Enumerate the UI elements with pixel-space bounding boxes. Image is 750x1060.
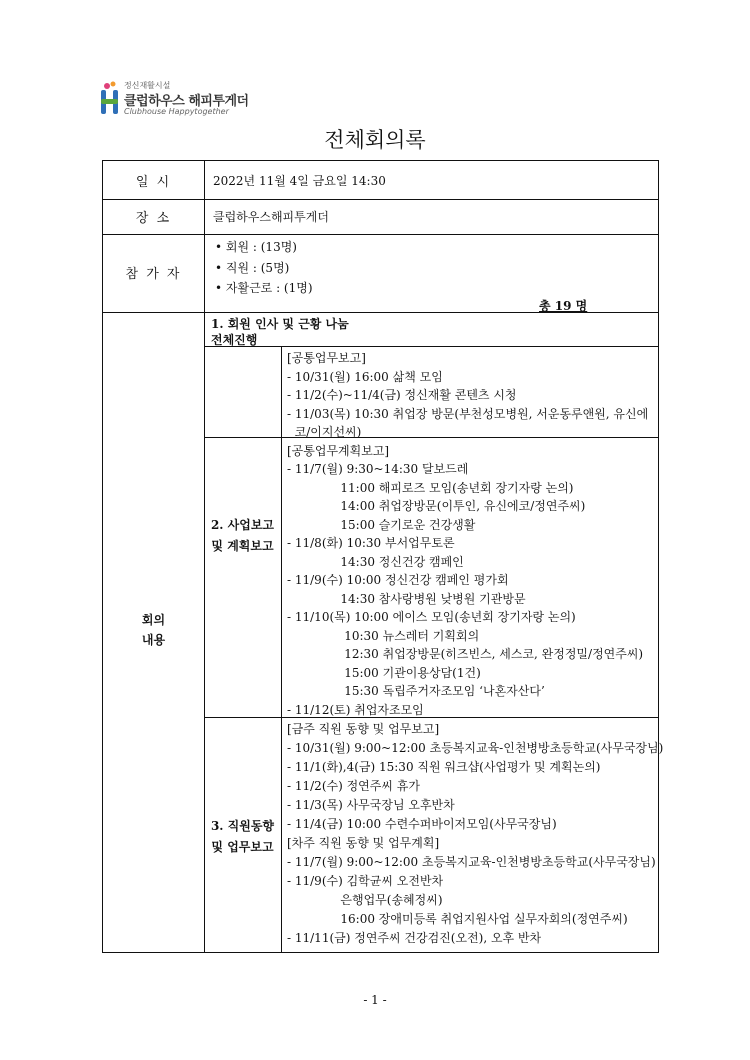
row-divider (103, 199, 658, 200)
date-value: 2022년 11월 4일 금요일 14:30 (213, 174, 386, 188)
content-label-2: 내용 (141, 633, 166, 647)
row-divider (204, 717, 658, 718)
list-item: 10:30 뉴스레터 기획회의 (287, 628, 480, 643)
list-item: 14:00 취업장방문(이투인, 유신에코/정연주씨) (287, 499, 586, 513)
section2-label-line1: 2. 사업보고 (210, 518, 275, 532)
list-item: 11:00 해피로즈 모임(송년회 장기자랑 논의) (287, 480, 574, 495)
minutes-table (102, 160, 664, 953)
list-item: - 11/9(수) 10:00 정신건강 캠페인 평가회 (287, 573, 509, 587)
section3-label-line2: 및 업무보고 (211, 840, 274, 854)
list-item: [공통업무보고] (287, 351, 366, 365)
list-item: - 11/10(목) 10:00 에이스 모임(송년회 장기자랑 논의) (287, 610, 576, 624)
list-item: - 11/03(목) 10:30 취업장 방문(부천성모병원, 서운동루앤원, 유신에 (287, 406, 649, 421)
list-item: 14:30 참사랑병원 낮병원 기관방문 (287, 591, 526, 606)
section1-title: 1. 회원 인사 및 근황 나눔 (211, 317, 349, 331)
list-item: - 11/2(수) 정연주씨 휴가 (287, 779, 420, 793)
row-divider (204, 437, 658, 438)
attendees-total: 총 19 명 (539, 299, 588, 313)
attendees-label: 참 가 자 (125, 267, 182, 282)
list-item: - 10/31(월) 16:00 삶책 모임 (287, 369, 443, 384)
row-divider (204, 346, 658, 347)
list-item: - 11/3(목) 사무국장님 오후반차 (287, 798, 455, 812)
attendee-members: • 회원 : (13명) (215, 240, 297, 254)
section3-label-line1: 3. 직원동향 (210, 819, 275, 833)
list-item: 은행업무(송혜정씨) (287, 893, 443, 907)
content-label-1: 회의 (141, 613, 166, 627)
list-item: 15:00 슬기로운 건강생활 (287, 517, 476, 532)
logo-h-icon (98, 80, 124, 116)
section2-label (204, 515, 281, 557)
list-item: 16:00 장애미등록 취업지원사업 실무자회의(정연주씨) (287, 912, 628, 926)
list-item: - 11/4(금) 10:00 수련수퍼바이저모임(사무국장님) (287, 817, 557, 831)
list-item: - 11/8(화) 10:30 부서업무토론 (287, 536, 455, 550)
list-item: [차주 직원 동향 및 업무계획] (287, 836, 440, 850)
list-item: [공통업무계획보고] (287, 443, 390, 458)
list-item: [금주 직원 동향 및 업무보고] (287, 722, 440, 736)
page-number: - 1 - (363, 993, 387, 1007)
attendee-staff: • 직원 : (5명) (215, 261, 290, 275)
list-item: - 11/9(수) 김학균씨 오전반차 (287, 874, 444, 888)
place-label: 장 소 (135, 211, 172, 226)
list-item: 14:30 정신건강 캠페인 (287, 554, 464, 569)
list-item: 코/이지선씨) (287, 425, 362, 439)
date-label: 일 시 (135, 175, 172, 190)
section1-subtitle: 전체진행 (211, 333, 258, 347)
logo-small-text: 정신재활시설 (124, 81, 171, 90)
list-item: - 11/1(화),4(금) 15:30 직원 워크샵(사업평가 및 계획논의) (287, 760, 601, 774)
list-item: 15:30 독립주거자조모임 ‘나혼자산다’ (287, 684, 545, 698)
column-divider (281, 346, 282, 952)
list-item: 12:30 취업장방문(히즈빈스, 세스코, 완정정밀/정연주씨) (287, 647, 644, 661)
list-item: 15:00 기관이용상담(1건) (287, 665, 481, 680)
list-item: - 10/31(월) 9:00~12:00 초등복지교육-인천병방초등학교(사무국장님) (287, 741, 664, 755)
attendee-selfsupport: • 자활근로 : (1명) (215, 281, 313, 295)
section2-label-line2: 및 계획보고 (211, 539, 274, 553)
list-item: - 11/7(월) 9:00~12:00 초등복지교육-인천병방초등학교(사무국장님) (287, 855, 656, 869)
list-item: - 11/7(월) 9:30~14:30 달보드레 (287, 462, 469, 476)
list-item: - 11/12(토) 취업자조모임 (287, 702, 424, 717)
list-item: - 11/11(금) 정연주씨 건강검진(오전), 오후 반차 (287, 931, 542, 945)
list-item: - 11/2(수)~11/4(금) 정신재활 콘텐츠 시청 (287, 388, 517, 402)
page-title: 전체회의록 (324, 128, 426, 152)
logo-name: 클럽하우스 해피투게더 (124, 94, 249, 109)
place-value: 클럽하우스해피투게더 (213, 210, 329, 224)
section3-label (204, 816, 281, 858)
logo-english: Clubhouse Happytogether (124, 107, 229, 116)
logo (98, 80, 258, 120)
row-divider (103, 234, 658, 235)
